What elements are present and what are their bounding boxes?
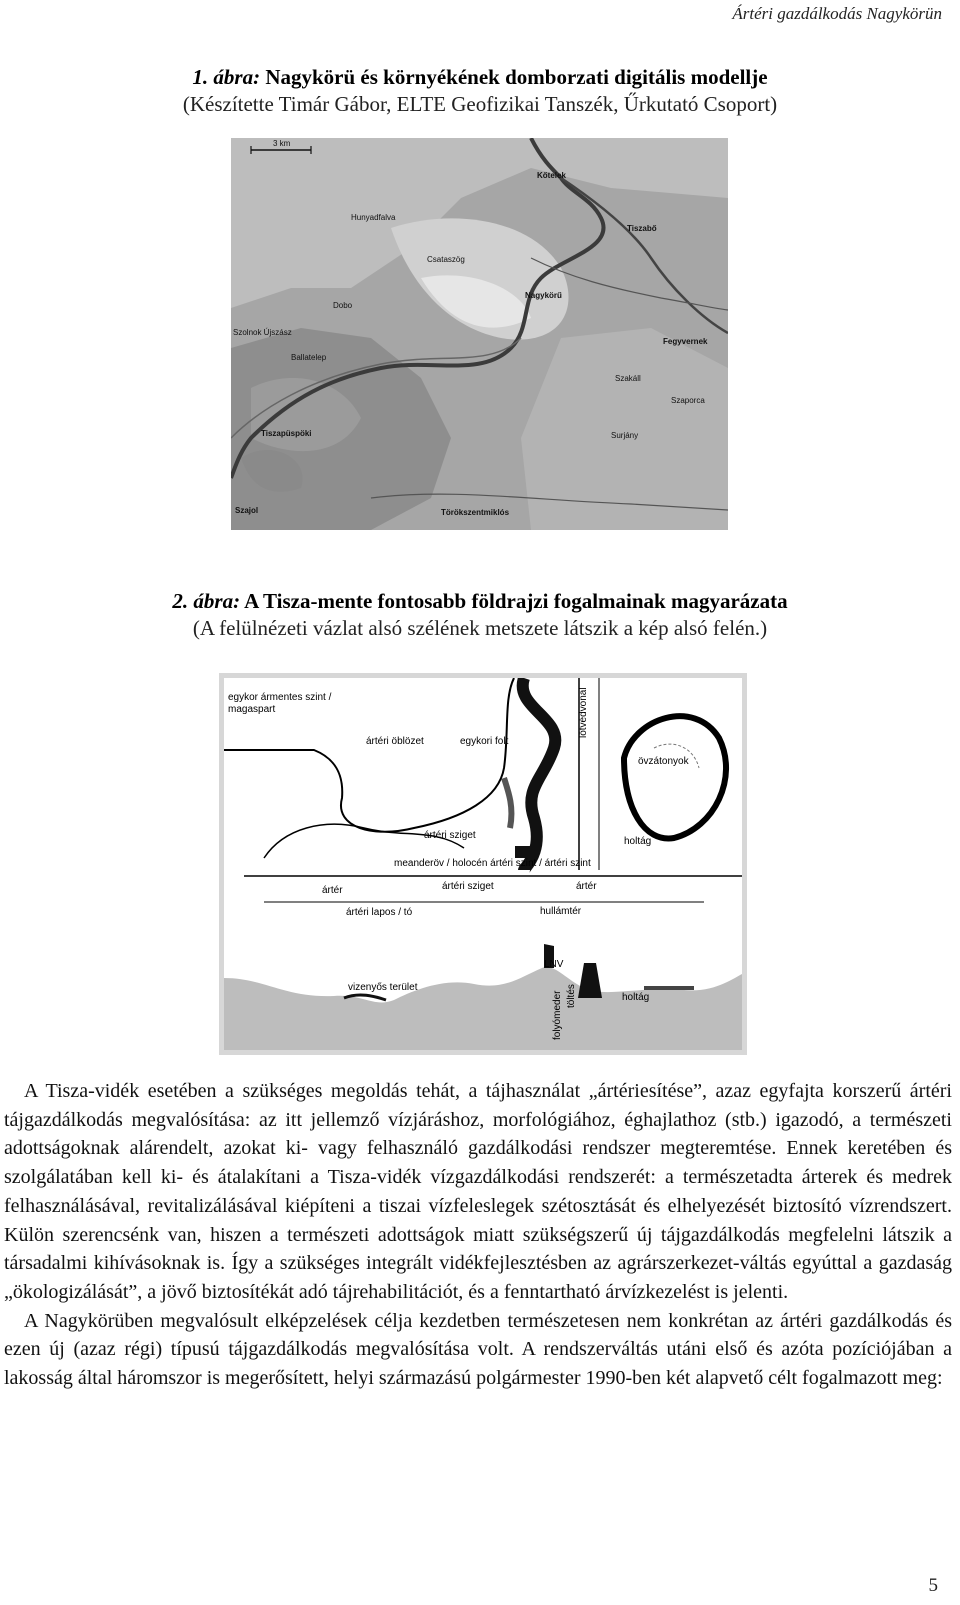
label-arteri-sziget-top: ártéri sziget xyxy=(424,830,476,841)
paragraph-1: A Tisza-vidék esetében a szükséges megoldás tehát, a tájhasználat „ártériesítése”, azaz egyfajta korszerű ártéri tájgazdálkodás megvalósítása: az itt jellemző vízjáráshoz, morfológiához, éghajlathoz (stb.) igazodó, a természeti adottságoknak alárendelt, azokat ki- vagy felhasználó gazdálkodási rendszer megteremtése. Ennek keretében és szolgálatában kell ki- és átalakítani a Tisza-vidék vízgazdálkodási rendszerét: a természetadta árterek és medrek felhasználásával, revitalizálásával kiépíteni a tiszai vízfeleslegek szétosztását és elhelyezését biztosító vízrendszert. Külön szerencsénk van, hiszen a természeti adottságok miatt szükségszerű új tájgazdálkodás megfelelni látszik a társadalmi kihívásoknak is. Így a szükséges integrált vidékfejlesztésben az agrárszerkezet-váltás egyúttal a gazdaság „ökologizálását”, a jövő biztosítékát adó tájrehabilitációt, és a fenntartható árvízkezelést is jelenti. xyxy=(4,1080,952,1303)
figure-1-credit: (Készítette Timár Gábor, ELTE Geofizikai Tanszék, Űrkutató Csoport) xyxy=(182,92,778,116)
label-hullamter: hullámtér xyxy=(540,906,582,917)
label-folyomeder: folyómeder xyxy=(552,990,563,1040)
figure-1-title: Nagykörü és környékének domborzati digitális modellje xyxy=(265,65,768,89)
figure-1-caption xyxy=(0,64,960,118)
map-label-szolnok: Szolnok Újszász xyxy=(233,328,292,337)
map-label-torokszentmiklos: Törökszentmiklós xyxy=(441,508,510,517)
map-label-fegyvernek: Fegyvernek xyxy=(663,337,708,346)
map-label-szaporca: Szaporca xyxy=(671,396,705,405)
map-label-csataszog: Csataszög xyxy=(427,255,465,264)
label-arteri-lapos: ártéri lapos / tó xyxy=(346,907,413,918)
page-number: 5 xyxy=(928,1575,938,1596)
label-egykori-folt: egykori folt xyxy=(460,736,509,747)
body-text xyxy=(4,1077,952,1393)
label-arter-right: ártér xyxy=(576,881,597,892)
label-arteri-oblozet: ártéri öblözet xyxy=(366,736,424,747)
label-ovzatonyok: övzátonyok xyxy=(638,756,689,767)
paragraph-2: A Nagykörüben megvalósult elképzelések célja kezdetben természetesen nem konkrétan az ártéri gazdálkodás és ezen új (azaz régi) típusú tájgazdálkodás megvalósítása volt. A rendszerváltás utáni első és azóta pozíciójában a lakosság által háromszor is megerősített, helyi származású polgármester 1990-ben két alapvető célt fogalmazott meg: xyxy=(4,1309,952,1390)
label-holtag-top: holtág xyxy=(624,836,652,847)
label-holtag-bottom: holtág xyxy=(622,992,650,1003)
label-lnv: LNV xyxy=(544,959,564,970)
label-toltes: töltés xyxy=(566,984,577,1008)
label-arter-left: ártér xyxy=(322,885,343,896)
digital-elevation-map xyxy=(231,138,728,530)
figure-2-title: A Tisza-mente fontosabb földrajzi fogalmainak magyarázata xyxy=(244,589,788,613)
map-label-kotelek: Kőtelek xyxy=(537,171,566,180)
label-vizenyos-terulet: vizenyős terület xyxy=(348,982,418,993)
label-egykor-armentes: egykor ármentes szint / xyxy=(228,692,332,703)
map-label-surjany: Surjány xyxy=(611,431,639,440)
floodplain-schematic xyxy=(224,678,742,1050)
map-label-szakall: Szakáll xyxy=(615,374,641,383)
label-meanderov: meanderöv / holocén ártéri szint / ártéri szint xyxy=(394,858,591,869)
label-arteri-sziget-mid: ártéri sziget xyxy=(442,881,494,892)
map-label-szajol: Szajol xyxy=(235,506,259,515)
map-label-ballatelep: Ballatelep xyxy=(291,353,327,362)
map-scale-label: 3 km xyxy=(273,139,291,148)
map-label-tiszabo: Tiszabő xyxy=(627,224,657,233)
figure-2-caption xyxy=(0,588,960,642)
figure-1-label: 1. ábra: xyxy=(192,65,261,89)
figure-2-credit: (A felülnézeti vázlat alsó szélének metszete látszik a kép alsó felén.) xyxy=(192,616,768,640)
label-lotvedvonal: lőtvédvonal xyxy=(578,687,589,738)
map-label-tiszapuspoki: Tiszapüspöki xyxy=(261,429,312,438)
map-label-dobo: Dobo xyxy=(333,301,353,310)
map-label-hunyadfalva: Hunyadfalva xyxy=(351,213,396,222)
running-header: Ártéri gazdálkodás Nagykörün xyxy=(732,4,942,23)
map-label-nagykoru: Nagykörű xyxy=(525,291,562,300)
figure-2-label: 2. ábra: xyxy=(172,589,241,613)
label-magaspart: magaspart xyxy=(228,704,276,715)
